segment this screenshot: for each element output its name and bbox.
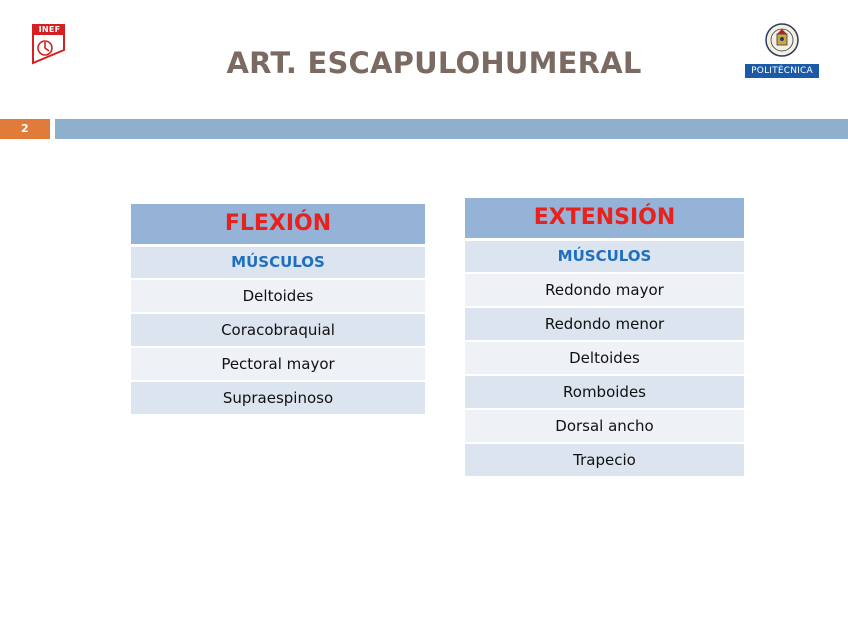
extension-subtitle: MÚSCULOS — [465, 239, 744, 273]
table-header-row — [131, 204, 425, 245]
table-cell: Redondo mayor — [465, 273, 744, 307]
table-row — [131, 313, 425, 347]
table-row — [465, 307, 744, 341]
header-bar — [55, 119, 848, 139]
inef-logo-text: INEF — [38, 25, 61, 34]
table-row — [465, 341, 744, 375]
table-subheader-row — [131, 245, 425, 279]
table-subheader-row — [465, 239, 744, 273]
table-cell: Deltoides — [465, 341, 744, 375]
flexion-title: FLEXIÓN — [131, 204, 425, 245]
table-cell: Coracobraquial — [131, 313, 425, 347]
table-cell: Deltoides — [131, 279, 425, 313]
table-cell: Trapecio — [465, 443, 744, 477]
table-cell: Pectoral mayor — [131, 347, 425, 381]
slide-number: 2 — [0, 119, 50, 139]
extension-title: EXTENSIÓN — [465, 198, 744, 239]
upm-badge: POLITÉCNICA — [745, 64, 819, 78]
table-cell: Dorsal ancho — [465, 409, 744, 443]
table-cell: Redondo menor — [465, 307, 744, 341]
table-row — [465, 443, 744, 477]
upm-logo — [745, 20, 819, 80]
page-title: ART. ESCAPULOHUMERAL — [226, 46, 642, 80]
table-row — [131, 381, 425, 415]
table-cell: Romboides — [465, 375, 744, 409]
table-header-row — [465, 198, 744, 239]
table-row — [465, 273, 744, 307]
table-row — [131, 347, 425, 381]
upm-crest-icon — [745, 20, 819, 64]
table-cell: Supraespinoso — [131, 381, 425, 415]
flexion-subtitle: MÚSCULOS — [131, 245, 425, 279]
flexion-table — [131, 204, 425, 416]
table-row — [465, 375, 744, 409]
extension-table — [465, 198, 744, 478]
table-row — [131, 279, 425, 313]
table-row — [465, 409, 744, 443]
